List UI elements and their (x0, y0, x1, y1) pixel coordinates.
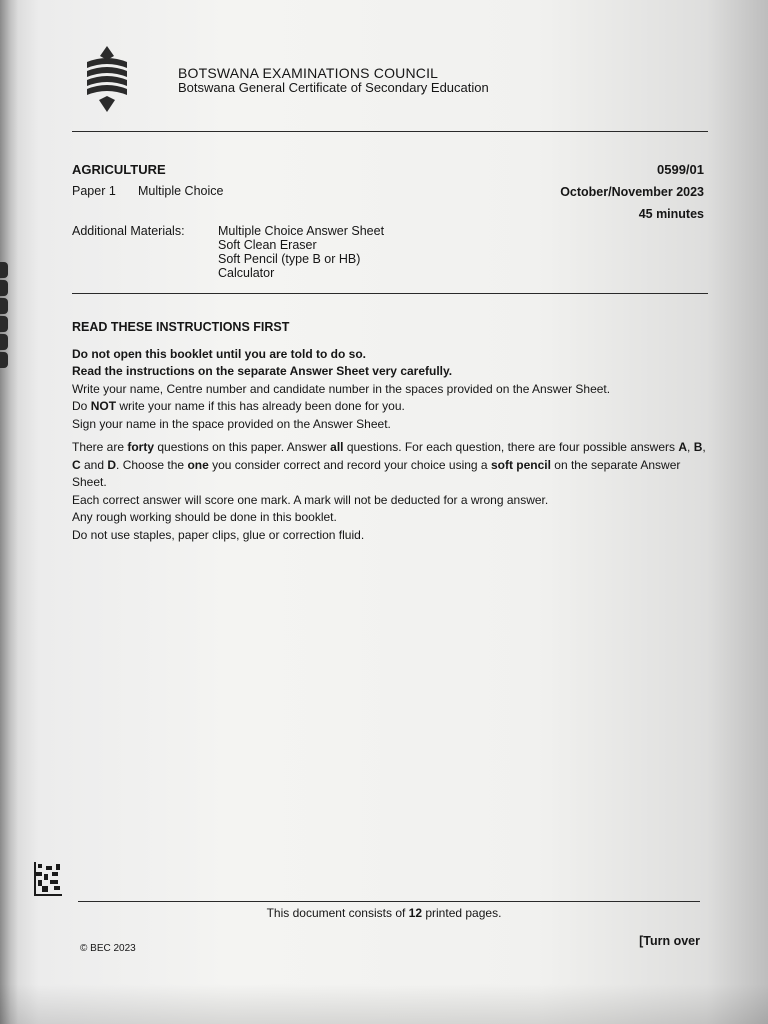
instructions-heading: READ THESE INSTRUCTIONS FIRST (72, 320, 290, 334)
materials-list (218, 224, 384, 280)
council-name: BOTSWANA EXAMINATIONS COUNCIL (178, 65, 439, 81)
page-edge-shadow (0, 0, 18, 1024)
divider-top (72, 131, 708, 132)
instruction-line: Write your name, Centre number and candidate number in the spaces provided on the Answer Sheet. (72, 381, 611, 396)
turn-over: [Turn over (639, 934, 700, 948)
datamatrix-code-icon (34, 862, 62, 896)
instruction-line: Any rough working should be done in this booklet. (72, 510, 337, 524)
exam-duration: 45 minutes (638, 207, 704, 221)
materials-item: Multiple Choice Answer Sheet (218, 224, 385, 238)
instruction-line: Sign your name in the space provided on the Answer Sheet. (72, 416, 391, 431)
paper-number: Paper 1 (72, 184, 116, 198)
page-count-note: This document consists of 12 printed pages. (266, 906, 502, 920)
copyright: © BEC 2023 (80, 943, 136, 954)
certificate-title: Botswana General Certificate of Secondary Education (178, 80, 489, 95)
bec-logo-icon (84, 46, 130, 112)
divider-middle (72, 293, 708, 294)
instruction-line: Do not open this booklet until you are told to do so. (72, 346, 366, 361)
divider-footer (78, 901, 700, 902)
materials-item: Calculator (218, 266, 275, 280)
materials-item: Soft Clean Eraser (218, 238, 317, 252)
instruction-line: Each correct answer will score one mark. A mark will not be deducted for a wrong answer. (72, 492, 549, 507)
materials-label: Additional Materials: (72, 224, 185, 238)
instruction-line: Read the instructions on the separate Answer Sheet very carefully. (72, 364, 453, 378)
binding-edge-marks (0, 262, 8, 372)
instruction-line: Do NOT write your name if this has already been done for you. (72, 399, 405, 413)
instruction-line: Do not use staples, paper clips, glue or correction fluid. (72, 527, 365, 542)
paper-type: Multiple Choice (138, 184, 224, 198)
page-bottom-shadow (0, 984, 768, 1024)
subject-title: AGRICULTURE (72, 162, 166, 177)
materials-item: Soft Pencil (type B or HB) (218, 252, 361, 266)
instruction-paragraph: There are forty questions on this paper. Answer all questions. For each question, there are four possible answers A, B, C and D. Choose the one you consider correct and record your choice using a soft pencil on the separate Answer Sheet. (72, 440, 706, 489)
paper-code: 0599/01 (657, 162, 704, 177)
instructions-block (72, 319, 712, 544)
exam-session: October/November 2023 (560, 185, 704, 199)
